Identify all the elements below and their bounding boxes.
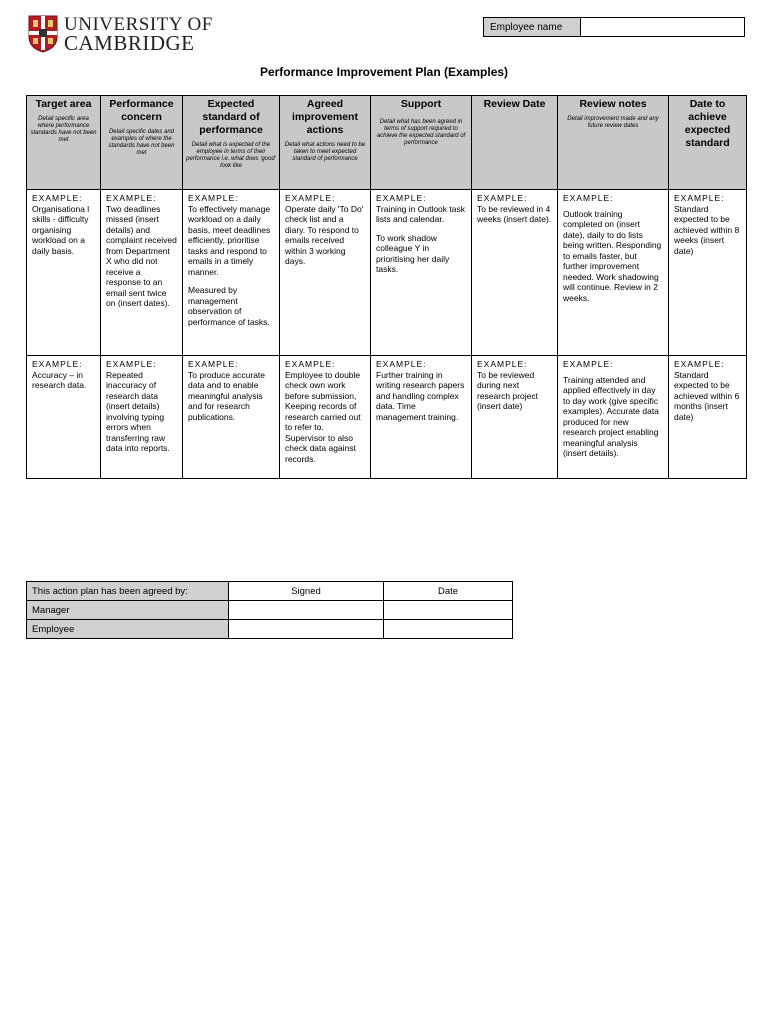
cell-performance-concern: EXAMPLE: Repeated inaccuracy of research data (insert details) involving typing errors when transferring raw data into reports.: [101, 356, 183, 479]
manager-signed-field[interactable]: [229, 601, 384, 620]
cell-expected-standard: EXAMPLE: To effectively manage workload on a daily basis, meet deadlines efficiently, prioritise tasks and respond to emails in a timely manner. Measured by management observation of performance of tasks.: [183, 190, 280, 356]
cell-expected-standard: EXAMPLE: To produce accurate data and to enable meaningful analysis and for research publications.: [183, 356, 280, 479]
table-row: [27, 190, 747, 356]
employee-name-field[interactable]: [581, 18, 745, 37]
cell-support: EXAMPLE: Training in Outlook task lists and calendar. To work shadow colleague Y in prioritising her daily tasks.: [371, 190, 472, 356]
header-performance-concern: Performance concern Detail specific dates and examples of where the standards have not been met: [101, 96, 183, 190]
agreement-row-manager: [27, 601, 513, 620]
university-logo: [28, 14, 213, 54]
logo-line-1: UNIVERSITY OF: [64, 14, 213, 35]
agreement-row-employee: [27, 620, 513, 639]
header-review-date: Review Date: [472, 96, 558, 190]
cell-date-to-achieve: EXAMPLE: Standard expected to be achieved within 8 weeks (insert date): [669, 190, 747, 356]
cell-support: EXAMPLE: Further training in writing research papers and handling complex data. Time management training.: [371, 356, 472, 479]
table-header-row: [27, 96, 747, 190]
employee-name-label: Employee name: [484, 18, 581, 37]
header-expected-standard: Expected standard of performance Detail what is expected of the employee in terms of their performance i.e. what does 'good' look like: [183, 96, 280, 190]
agreement-header-row: [27, 582, 513, 601]
header-target-area: Target area Detail specific area where performance standards have not been met: [27, 96, 101, 190]
page-title: Performance Improvement Plan (Examples): [259, 65, 509, 79]
cell-agreed-actions: EXAMPLE: Employee to double check own work before submission, Keeping records of research carried out to refer to. Supervisor to also check data against records.: [280, 356, 371, 479]
header-date-to-achieve: Date to achieve expected standard: [669, 96, 747, 190]
improvement-plan-table: [26, 95, 747, 479]
crest-icon: [28, 15, 58, 53]
manager-label: Manager: [27, 601, 229, 620]
cell-review-notes: EXAMPLE: Outlook training completed on (insert date), daily to do lists being written. Responding to emails faster, but further improvement needed. Work shadowing will continue. Review in 2 weeks.: [558, 190, 669, 356]
date-header: Date: [384, 582, 513, 601]
employee-date-field[interactable]: [384, 620, 513, 639]
cell-target-area: EXAMPLE: Organisationa l skills - difficulty organising workload on a daily basis.: [27, 190, 101, 356]
employee-name-box: [483, 17, 745, 37]
header-support: Support Detail what has been agreed in terms of support required to achieve the expected standard of performance: [371, 96, 472, 190]
header-agreed-actions: Agreed improvement actions Detail what actions need to be taken to meet expected standard of performance: [280, 96, 371, 190]
employee-signed-field[interactable]: [229, 620, 384, 639]
employee-label: Employee: [27, 620, 229, 639]
cell-review-date: EXAMPLE: To be reviewed in 4 weeks (insert date).: [472, 190, 558, 356]
cell-review-date: EXAMPLE: To be reviewed during next research project (insert date): [472, 356, 558, 479]
cell-review-notes: EXAMPLE: Training attended and applied effectively in day to day work (give specific examples). Accurate data produced for new research project enabling meaningful analysis (insert details).: [558, 356, 669, 479]
signed-header: Signed: [229, 582, 384, 601]
cell-agreed-actions: EXAMPLE: Operate daily 'To Do' check list and a diary. To respond to emails received within 3 working days.: [280, 190, 371, 356]
cell-performance-concern: EXAMPLE: Two deadlines missed (insert details) and complaint received from Department X who did not receive a response to an email sent twice on (insert dates).: [101, 190, 183, 356]
cell-date-to-achieve: EXAMPLE: Standard expected to be achieved within 6 months (insert date): [669, 356, 747, 479]
cell-target-area: EXAMPLE: Accuracy – in research data.: [27, 356, 101, 479]
logo-line-2: CAMBRIDGE: [64, 31, 195, 55]
manager-date-field[interactable]: [384, 601, 513, 620]
header-review-notes: Review notes Detail improvement made and any future review dates: [558, 96, 669, 190]
agreed-by-label: This action plan has been agreed by:: [27, 582, 229, 601]
agreement-table: [26, 581, 513, 639]
table-row: [27, 356, 747, 479]
